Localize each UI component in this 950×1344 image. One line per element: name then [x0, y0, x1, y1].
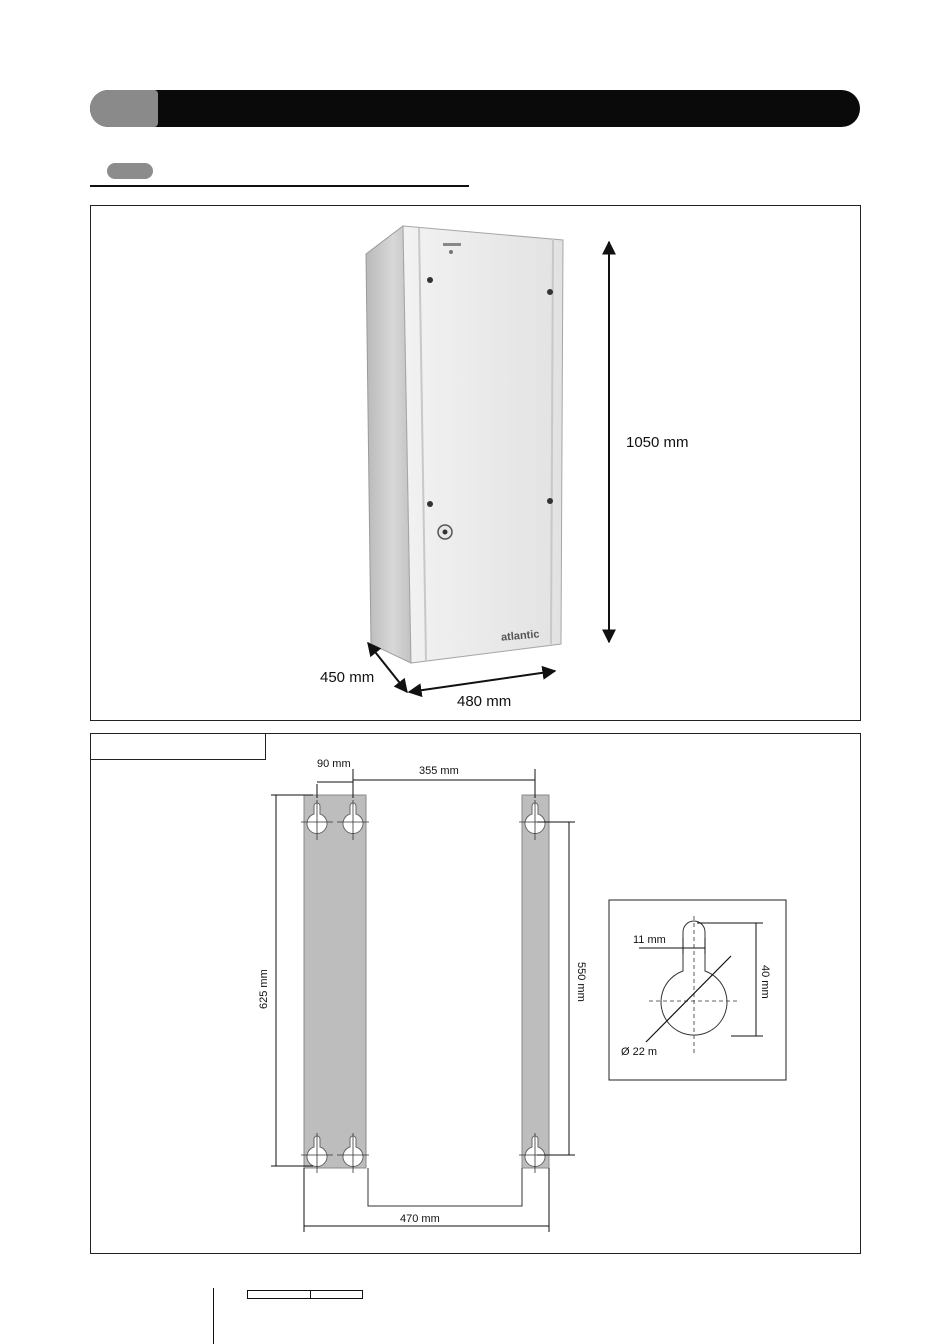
right-rail: [522, 795, 549, 1168]
footer-divider: [213, 1288, 214, 1344]
dim-90-label: 90 mm: [317, 758, 351, 770]
screw: [427, 277, 433, 283]
dim-470-label: 470 mm: [400, 1213, 440, 1225]
screw: [427, 501, 433, 507]
subsection-badge: [107, 163, 153, 179]
bracket-diagram: [91, 734, 860, 1253]
cabinet-illustration: [91, 206, 860, 720]
section-number-tab: [90, 90, 158, 127]
section-title-bar: [90, 90, 860, 127]
width-arrow: [409, 671, 555, 692]
dim-625-label: 625 mm: [258, 969, 270, 1009]
footer-marker: [247, 1290, 363, 1299]
cabinet-dimensions-panel: [90, 205, 861, 721]
screw: [547, 289, 553, 295]
cabinet-front: [403, 226, 563, 663]
dim-355-label: 355 mm: [419, 765, 459, 777]
depth-label: 450 mm: [320, 669, 375, 686]
brand-logo: atlantic: [500, 628, 540, 644]
height-label: 1050 mm: [626, 434, 689, 451]
dim-550-label: 550 mm: [575, 962, 587, 1002]
dim-40-label: 40 mm: [759, 965, 771, 999]
subsection-underline: [90, 185, 469, 187]
screw: [547, 498, 553, 504]
figure-caption-box: [90, 733, 266, 760]
left-rail: [304, 795, 366, 1168]
dim-11-label: 11 mm: [633, 934, 666, 946]
bracket-dimensions-panel: [90, 733, 861, 1254]
width-label: 480 mm: [457, 693, 512, 710]
dim-22-label: Ø 22 m: [621, 1046, 658, 1058]
